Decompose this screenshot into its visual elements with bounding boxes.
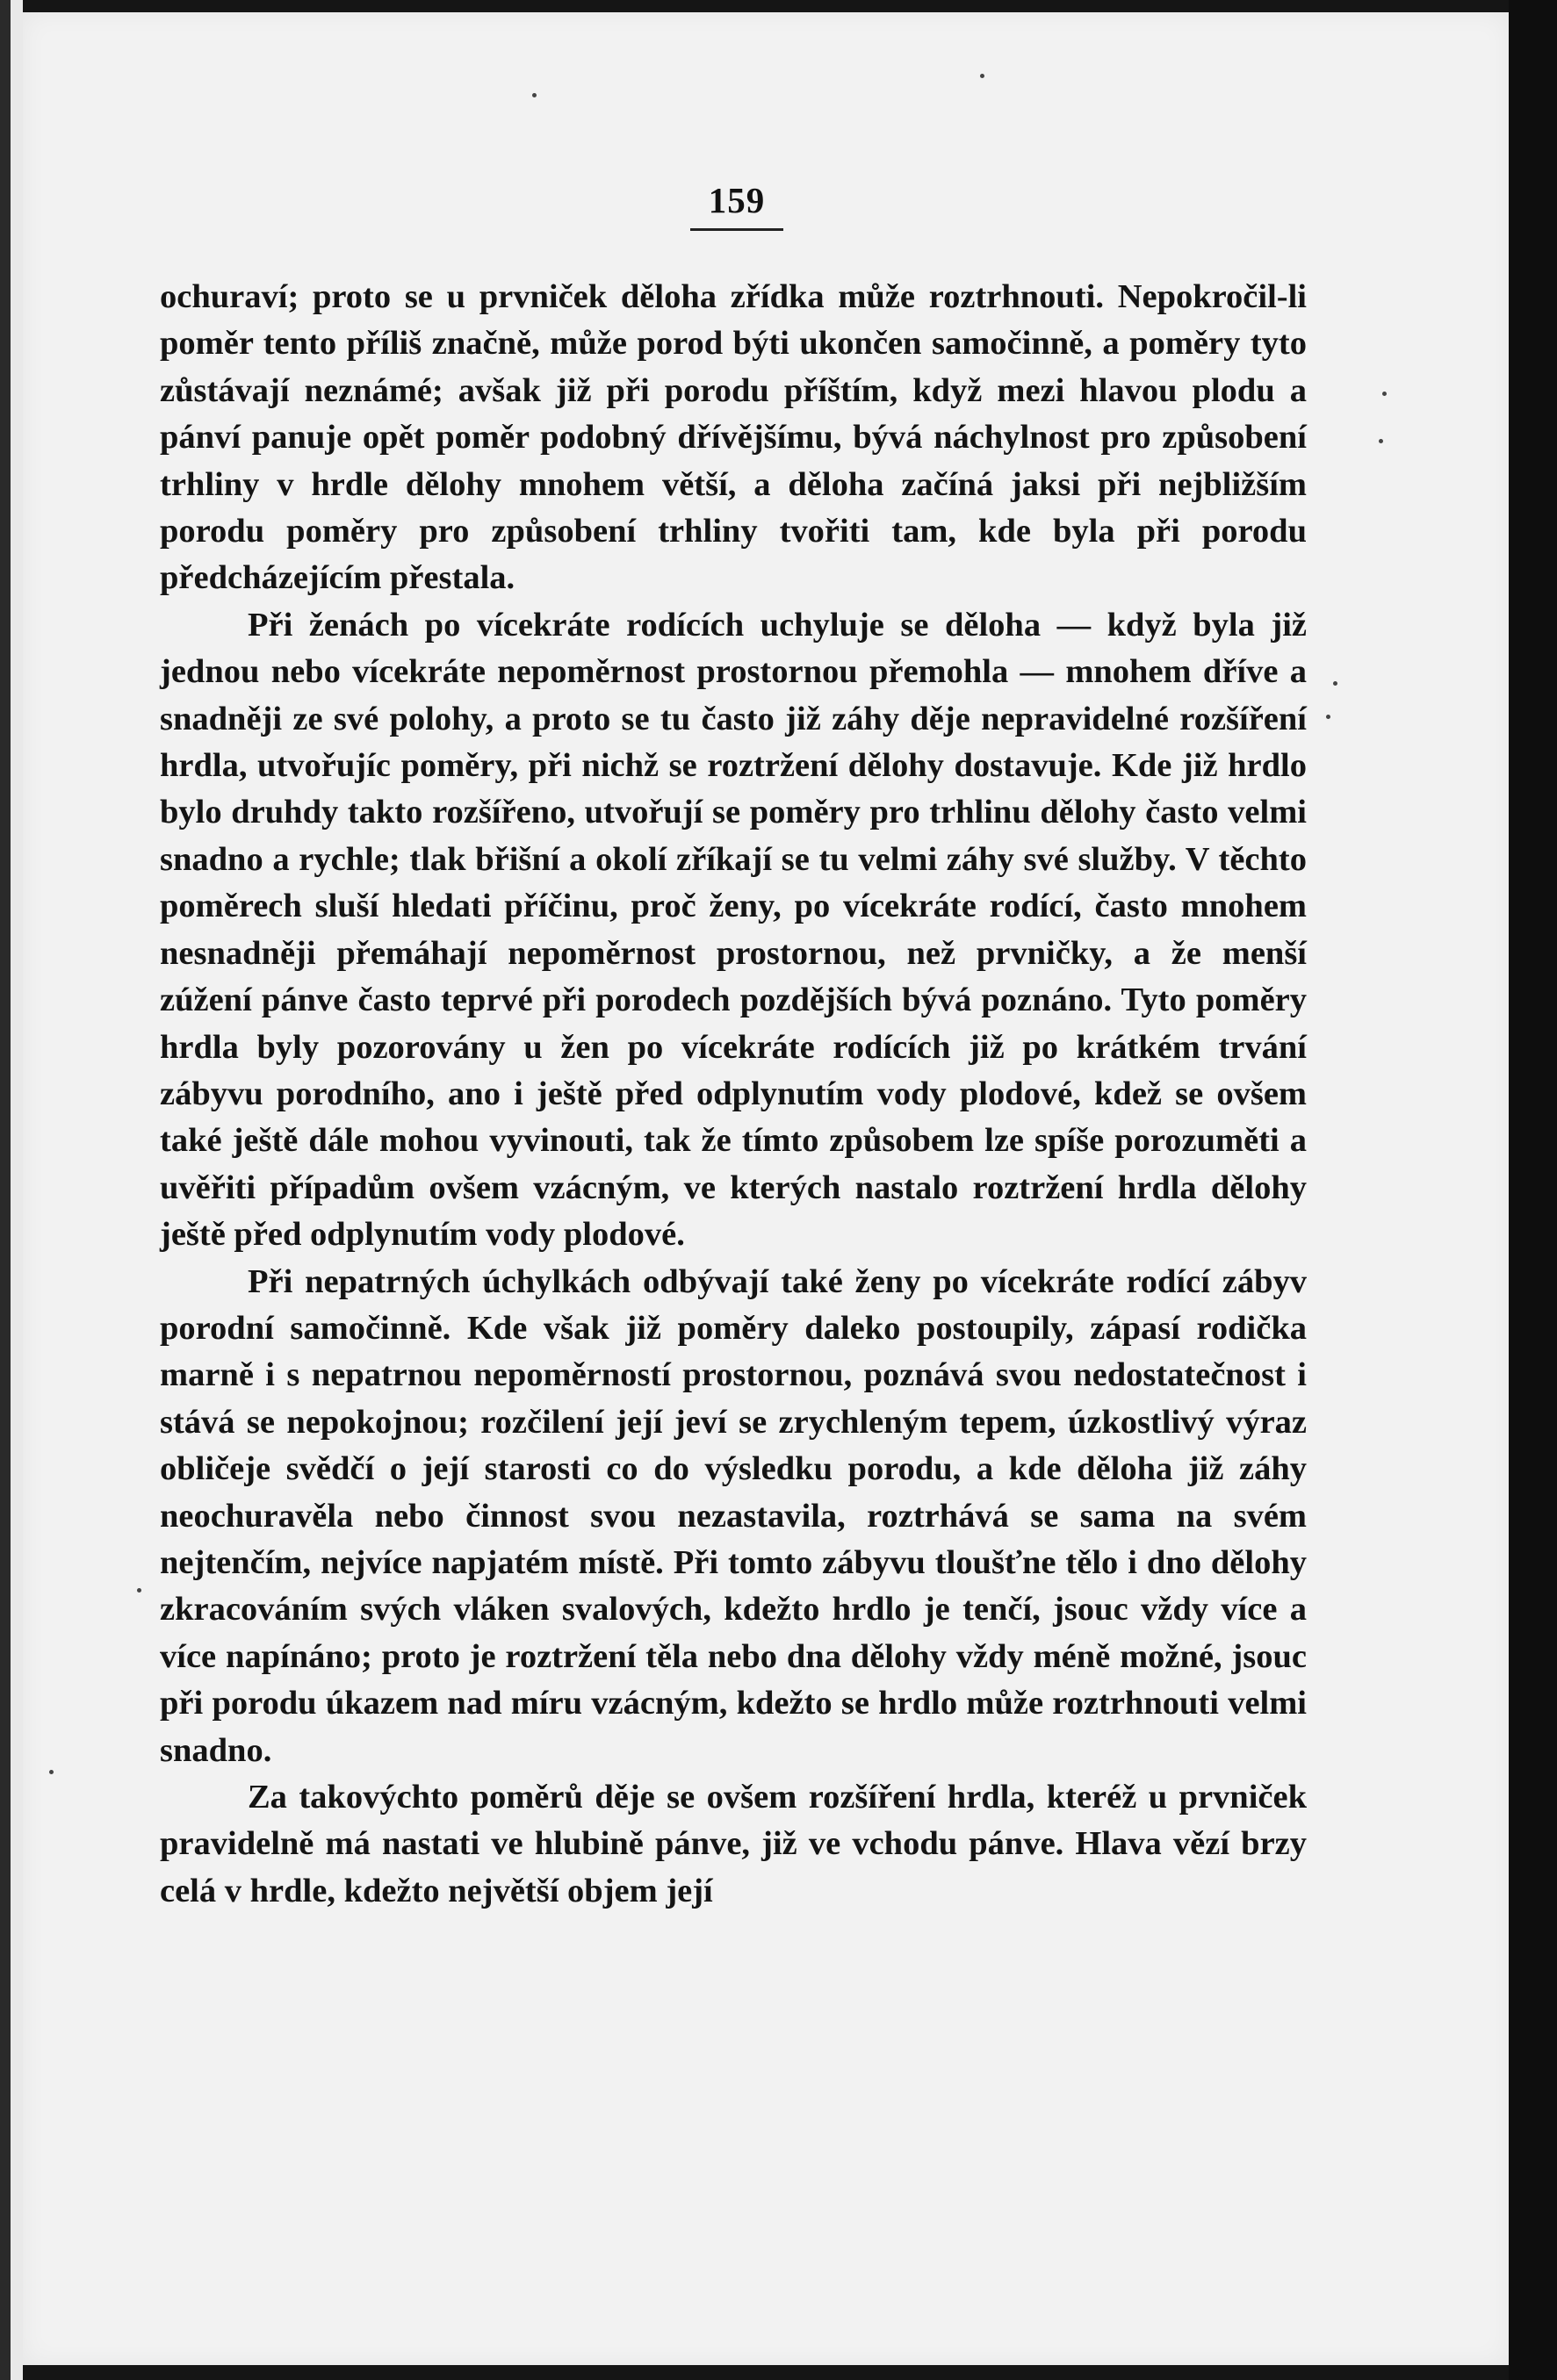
scan-speck (1379, 439, 1383, 443)
scan-speck (137, 1588, 141, 1593)
scan-left-edge (0, 0, 11, 2380)
paragraph-continued: ochuraví; proto se u prvniček děloha zřídka může roztrhnouti. Nepokročil-li poměr tento příliš značně, může porod býti ukončen samočinně, a poměry tyto zůstávají neznámé; avšak již při porodu příštím, když mezi hlavou plodu a pánví panuje opět poměr podobný dřívějšímu, bývá náchylnost pro způsobení trhliny v hrdle dělohy mnohem větší, a děloha začíná jaksi při nejbližším porodu poměry pro způsobení trhliny tvořiti tam, kde byla při porodu předcházejícím přestala. (160, 278, 1307, 597)
paragraph: Při nepatrných úchylkách odbývají také ženy po vícekráte rodící zábyv porodní samočinně. Kde však již poměry daleko postoupily, zápasí rodička marně i s nepatrnou nepoměrností prostornou, poznává svou nedostatečnost i stává se nepokojnou; rozčilení její jeví se zrychleným tepem, úzkostlivý výraz obličeje svědčí o její starosti co do výsledku porodu, a kde děloha již záhy neochuravěla nebo činnost svou nezastavila, roztrhává se sama na svém nejtenčím, nejvíce napjatém místě. Při tomto zábyvu tloušťne tělo i dno dělohy zkracováním svých vláken svalových, kdežto hrdlo je tenčí, jsouc vždy více a více napínáno; proto je roztržení těla nebo dna dělohy vždy méně možné, jsouc při porodu úkazem nad míru vzácným, kdežto se hrdlo může roztrhnouti velmi snadno. (160, 1262, 1307, 1769)
page-number: 159 (708, 180, 766, 220)
scan-speck (532, 93, 537, 97)
scan-speck (49, 1770, 54, 1774)
facing-page-edge (11, 0, 23, 2380)
page-number-underline (690, 228, 783, 231)
scan-speck (1326, 715, 1330, 719)
paragraph: Za takovýchto poměrů děje se ovšem rozšíření hrdla, kteréž u prvniček pravidelně má nastati ve hlubině pánve, již ve vchodu pánve. Hlava vězí brzy celá v hrdle, kdežto největší objem její (160, 1779, 1307, 1909)
scan-speck (1382, 392, 1387, 396)
scan-right-edge (1509, 0, 1557, 2380)
scan-speck (1333, 681, 1337, 686)
body-text (160, 274, 1307, 1915)
book-page (23, 12, 1509, 2365)
paragraph: Při ženách po vícekráte rodících uchyluje se děloha — když byla již jednou nebo vícekráte nepoměrnost prostornou přemohla — mnohem dříve a snadněji ze své polohy, a proto se tu často již záhy děje nepravidelné rozšíření hrdla, utvořujíc poměry, při nichž se roztržení dělohy dostavuje. Kde již hrdlo bylo druhdy takto rozšířeno, utvořují se poměry pro trhlinu dělohy často velmi snadno a rychle; tlak břišní a okolí zříkají se tu velmi záhy své služby. V těchto poměrech sluší hledati příčinu, proč ženy, po vícekráte rodící, často mnohem nesnadněji přemáhají nepoměrnost prostornou, než prvničky, a že menší zúžení pánve často teprvé při porodech pozdějších bývá poznáno. Tyto poměry hrdla byly pozorovány u žen po vícekráte rodících již po krátkém trvání zábyvu porodního, ano i ještě před odplynutím vody plodové, kdež se ovšem také ještě dále mohou vyvinouti, tak že tímto způsobem lze spíše porozuměti a uvěřiti případům ovšem vzácným, ve kterých nastalo roztržení hrdla dělohy ještě před odplynutím vody plodové. (160, 606, 1307, 1254)
scan-speck (980, 74, 984, 78)
